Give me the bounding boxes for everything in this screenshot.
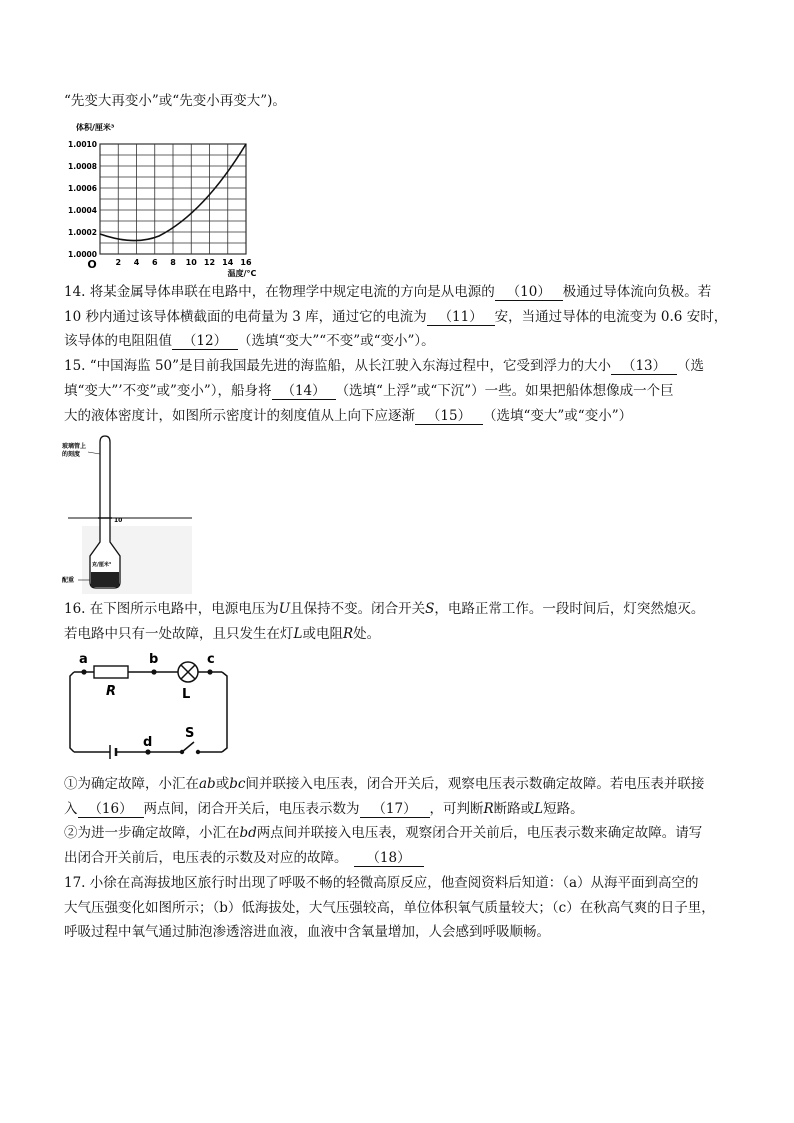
q16-para4: 出闭合开关前后，电压表的示数及对应的故障。 （18） [64, 848, 424, 868]
xtick: 16 [240, 258, 252, 267]
xtick: 14 [222, 258, 234, 267]
q16-para2: 入 （16） 两点间，闭合开关后，电压表示数为 （17） ，可判断R断路或L短路。 [64, 801, 584, 817]
q16-line1: 16. 在下图所示电路中，电源电压为U且保持不变。闭合开关S，电路正常工作。一段时间后，灯突然熄灭。 [64, 601, 705, 617]
xtick-origin: O [87, 258, 97, 271]
q14-line3: 该导体的电阻阻值 （12） （选填“变大”“不变”或“变小”）。 [64, 333, 435, 349]
q16-para3: ②为进一步确定故障，小汇在bd两点间并联接入电压表，观察闭合开关前后，电压表示数来确定故障。请写 [64, 825, 703, 841]
resistor-r [94, 666, 128, 678]
intro-line: “先变大再变小”或“先变小再变大”)。 [64, 93, 286, 109]
blank-12[interactable]: （12） [172, 333, 238, 350]
ytick: 1.0010 [68, 140, 97, 149]
label-L: L [182, 687, 191, 702]
ytick: 1.0002 [68, 228, 97, 237]
label-R: R [106, 684, 117, 699]
xtick: 6 [151, 258, 158, 267]
weight [91, 572, 119, 587]
ytick: 1.0004 [68, 206, 97, 215]
xtick: 2 [115, 258, 122, 267]
xtick: 10 [185, 258, 197, 267]
node-d [145, 749, 150, 754]
node-b [151, 669, 156, 674]
circuit-diagram [62, 648, 237, 763]
q14-line1: 14. 将某金属导体串联在电路中，在物理学中规定电流的方向是从电源的 （10） 极通过导体流向负极。若 [64, 284, 712, 300]
q17-line2: 大气压强变化如图所示；（b）低海拔处，大气压强较高，单位体积氧气质量较大；（c）在秋高气爽的日子里， [64, 900, 715, 916]
q15-line3: 大的液体密度计，如图所示密度计的刻度值从上向下应逐渐 （15） （选填“变大”或“变小”） [64, 408, 633, 424]
blank-11[interactable]: （11） [427, 309, 495, 326]
xtick: 12 [203, 258, 216, 267]
q17-line3: 呼吸过程中氧气通过肺泡渗透溶进血液，血液中含氧量增加，人会感到呼吸顺畅。 [64, 924, 550, 940]
label-S: S [185, 726, 195, 741]
node-a [81, 669, 86, 674]
bulb-label: 克/厘米³ [92, 562, 112, 568]
graph-xlabel: 温度/°C [227, 269, 257, 278]
q16-line2: 若电路中只有一处故障，且只发生在灯L或电阻R处。 [64, 626, 381, 642]
label-top1: 玻璃管上 [62, 443, 87, 450]
label-top2: 的刻度 [62, 451, 81, 458]
ytick: 1.0006 [68, 184, 97, 193]
switch-s [182, 742, 194, 752]
label-c: c [207, 652, 215, 667]
blank-17[interactable]: （17） [360, 801, 430, 818]
blank-13[interactable]: （13） [611, 358, 677, 375]
hydrometer-figure [62, 434, 192, 594]
node-c [207, 669, 212, 674]
label-weight: 配重 [62, 577, 75, 584]
q16-para1: ①为确定故障，小汇在ab或bc间并联接入电压表，闭合开关后，观察电压表示数确定故障。若电压表并联接 [64, 776, 705, 792]
volume-temperature-graph [64, 118, 264, 278]
blank-15[interactable]: （15） [415, 408, 483, 425]
xtick: 4 [133, 258, 140, 267]
label-a: a [79, 652, 88, 667]
q15-line2: 填“变大”’不变”或”变小”），船身将 （14） （选填“上浮”或“下沉”）一些。如果把船体想像成一个巨 [64, 383, 674, 399]
graph-ylabel: 体积/厘米³ [76, 123, 115, 132]
xtick: 8 [170, 258, 176, 267]
label-b: b [149, 652, 159, 667]
graph-grid [100, 144, 246, 254]
blank-14[interactable]: （14） [272, 383, 336, 400]
q17-line1: 17. 小徐在高海拔地区旅行时出现了呼吸不畅的轻微高原反应，他查阅资料后知道：（a）从海平面到高空的 [64, 875, 699, 891]
blank-16[interactable]: （16） [78, 801, 144, 818]
ytick: 1.0008 [68, 162, 97, 171]
q15-line1: 15. “中国海监 50”是目前我国最先进的海监船，从长江驶入东海过程中，它受到浮力的大小 （13） （选 [64, 358, 705, 374]
ytick: 1.0000 [68, 250, 97, 259]
blank-10[interactable]: （10） [495, 284, 563, 301]
hydrometer-mark: 10 [114, 517, 123, 524]
label-d: d [143, 735, 153, 750]
q14-line2: 10 秒内通过该导体横截面的电荷量为 3 库，通过它的电流为 （11） 安，当通过导体的电流变为 0.6 安时， [64, 309, 728, 325]
blank-18[interactable]: （18） [354, 850, 424, 867]
